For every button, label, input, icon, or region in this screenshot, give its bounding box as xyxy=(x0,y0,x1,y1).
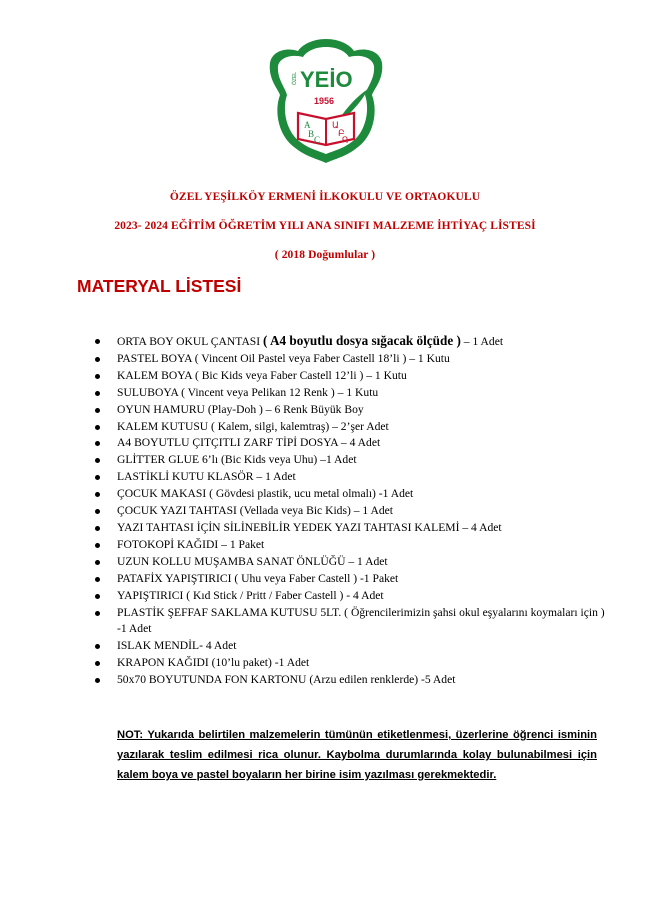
logo-letter: Ա xyxy=(332,120,339,130)
list-item: GLİTTER GLUE 6’lı (Bic Kids veya Uhu) –1 Adet xyxy=(95,452,605,469)
list-item: LASTİKLİ KUTU KLASÖR – 1 Adet xyxy=(95,469,605,486)
birth-year-subtitle: ( 2018 Doğumlular ) xyxy=(274,249,376,261)
list-item: KALEM KUTUSU ( Kalem, silgi, kalemtraş) – 2’şer Adet xyxy=(95,419,605,436)
logo-letter: Գ xyxy=(342,135,349,145)
logo-letter: Բ xyxy=(338,128,345,138)
list-item: PATAFİX YAPIŞTIRICI ( Uhu veya Faber Castell ) -1 Paket xyxy=(95,571,605,588)
note-paragraph: NOT: Yukarıda belirtilen malzemelerin tümünün etiketlenmesi, üzerlerine öğrenci isminin yazılarak teslim edilmesi rica olunur. Kaybolma durumlarında kolay bulunabilmesi için kalem boya ve pastel boyaların her birine isim yazılması gerekmektedir. xyxy=(117,729,597,781)
material-list xyxy=(95,333,605,689)
list-item: FOTOKOPİ KAĞIDI – 1 Paket xyxy=(95,537,605,554)
list-item: A4 BOYUTLU ÇITÇITLI ZARF TİPİ DOSYA – 4 Adet xyxy=(95,435,605,452)
list-item: ORTA BOY OKUL ÇANTASI ( A4 boyutlu dosya sığacak ölçüde ) – 1 Adet xyxy=(95,333,605,351)
logo-letter: C xyxy=(314,135,321,145)
list-item: SULUBOYA ( Vincent veya Pelikan 12 Renk ) – 1 Kutu xyxy=(95,385,605,402)
list-item: PASTEL BOYA ( Vincent Oil Pastel veya Faber Castell 18’li ) – 1 Kutu xyxy=(95,351,605,368)
list-title-heading: 2023- 2024 EĞİTİM ÖĞRETİM YILI ANA SINIFI MALZEME İHTİYAÇ LİSTESİ xyxy=(114,220,536,232)
school-logo xyxy=(266,35,386,165)
list-item: 50x70 BOYUTUNDA FON KARTONU (Arzu edilen renklerde) -5 Adet xyxy=(95,672,605,689)
list-item: ISLAK MENDİL- 4 Adet xyxy=(95,638,605,655)
logo-yeio-text: YEİO xyxy=(300,67,353,92)
list-item: PLASTİK ŞEFFAF SAKLAMA KUTUSU 5LT. ( Öğrencilerimizin şahsi okul eşyalarını koymaları için ) -1 Adet xyxy=(95,605,605,639)
list-item: OYUN HAMURU (Play-Doh ) – 6 Renk Büyük Boy xyxy=(95,402,605,419)
list-item: KRAPON KAĞIDI (10’lu paket) -1 Adet xyxy=(95,655,605,672)
list-item: YAPIŞTIRICI ( Kıd Stick / Pritt / Faber Castell ) - 4 Adet xyxy=(95,588,605,605)
logo-year-text: 1956 xyxy=(314,96,335,106)
list-item: UZUN KOLLU MUŞAMBA SANAT ÖNLÜĞÜ – 1 Adet xyxy=(95,554,605,571)
logo-letter: A xyxy=(304,120,311,130)
list-item: ÇOCUK MAKASI ( Gövdesi plastik, ucu metal olmalı) -1 Adet xyxy=(95,486,605,503)
section-title: MATERYAL LİSTESİ xyxy=(77,276,242,296)
list-item: KALEM BOYA ( Bic Kids veya Faber Castell 12’li ) – 1 Kutu xyxy=(95,368,605,385)
list-item: ÇOCUK YAZI TAHTASI (Vellada veya Bic Kids) – 1 Adet xyxy=(95,503,605,520)
logo-ozel-text: ÖZEL xyxy=(292,71,298,85)
list-item: YAZI TAHTASI İÇİN SİLİNEBİLİR YEDEK YAZI TAHTASI KALEMİ – 4 Adet xyxy=(95,520,605,537)
school-name-heading: ÖZEL YEŞİLKÖY ERMENİ İLKOKULU VE ORTAOKULU xyxy=(169,191,481,203)
logo-letter: B xyxy=(308,129,315,139)
